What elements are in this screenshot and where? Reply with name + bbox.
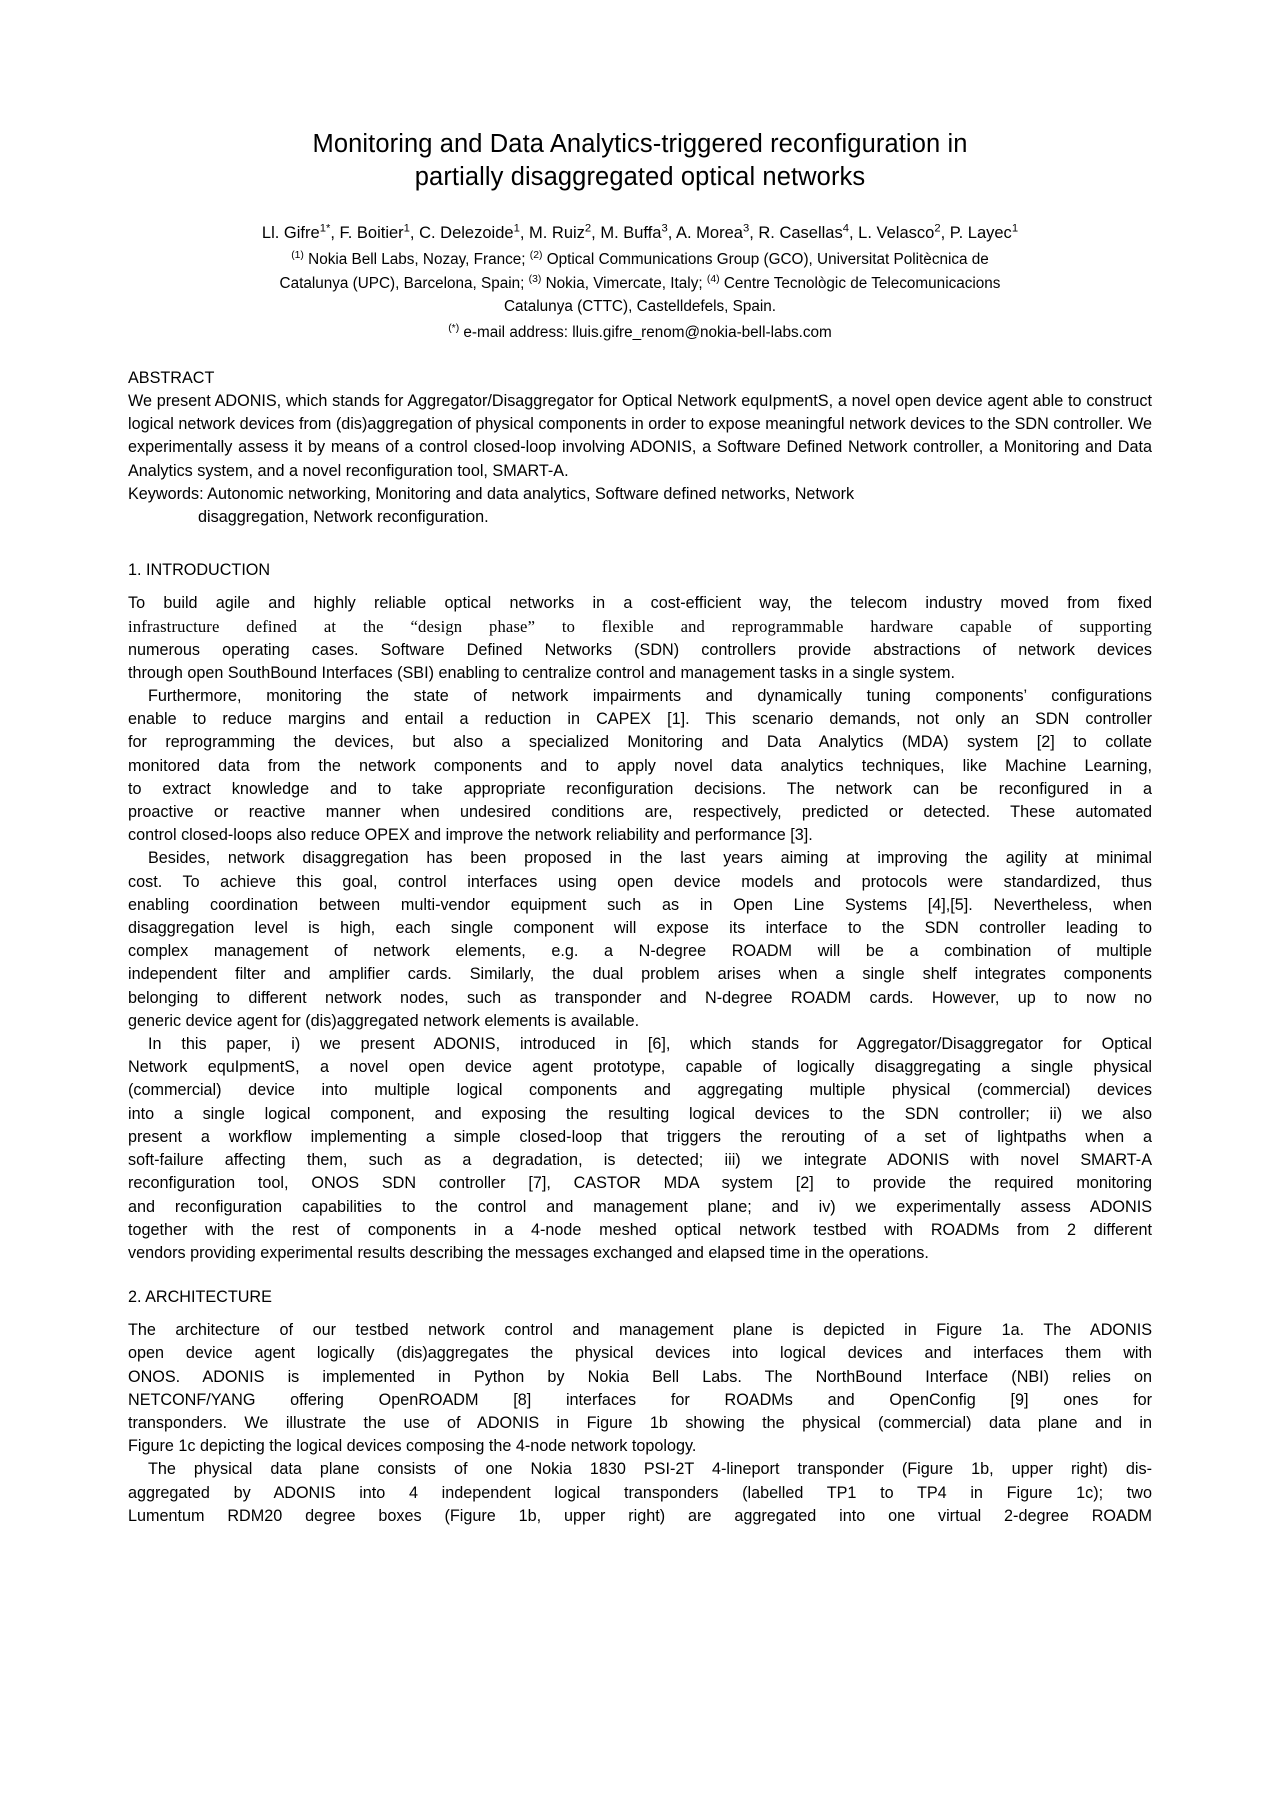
line: To build agile and highly reliable optical networks in a cost-efficient way, the telecom industry moved from fixed — [128, 594, 1152, 613]
paragraph-intro-p1 — [128, 592, 1152, 685]
line: Furthermore, monitoring the state of network impairments and dynamically tuning components’ configurations — [148, 687, 1152, 706]
author-4-affil-mark: 3 — [661, 222, 668, 235]
keywords-line-1: Keywords: Autonomic networking, Monitoring and data analytics, Software defined networks, Network — [128, 484, 855, 503]
affil-mark-star: (*) — [448, 322, 460, 334]
author-7-affil-mark: 2 — [934, 222, 941, 235]
line: In this paper, i) we present ADONIS, introduced in [6], which stands for Aggregator/Disaggregator for Optical — [148, 1035, 1152, 1054]
line: aggregated by ADONIS into 4 independent logical transponders (labelled TP1 to TP4 in Figure 1c); two — [128, 1483, 1152, 1502]
section-heading-introduction: 1. INTRODUCTION — [128, 561, 271, 580]
paragraph-arch-p1 — [128, 1319, 1152, 1458]
line: Network equIpmentS, a novel open device agent prototype, capable of logically disaggregating a single physical — [128, 1058, 1152, 1077]
line: monitored data from the network components and to apply novel data analytics techniques, like Machine Learning, — [128, 756, 1152, 775]
affil-mark-1: (1) — [291, 249, 304, 261]
line: and reconfiguration capabilities to the control and management plane; and iv) we experimentally assess ADONIS — [128, 1197, 1152, 1216]
line: The architecture of our testbed network control and management plane is depicted in Figure 1a. The ADONIS — [128, 1321, 1152, 1340]
line: The physical data plane consists of one Nokia 1830 PSI-2T 4-lineport transponder (Figure 1b, upper right) dis- — [148, 1460, 1152, 1479]
email-address: lluis.gifre_renom@nokia-bell-labs.com — [572, 323, 832, 341]
line: enable to reduce margins and entail a reduction in CAPEX [1]. This scenario demands, not only an SDN controller — [128, 710, 1152, 729]
line: Besides, network disaggregation has been proposed in the last years aiming at improving the agility at minimal — [148, 849, 1152, 868]
keywords-line-2: disaggregation, Network reconfiguration. — [198, 508, 489, 527]
line: (commercial) device into multiple logical components and aggregating multiple physical (commercial) devices — [128, 1081, 1152, 1100]
author-6: R. Casellas$^4$ — [758, 222, 849, 242]
email-label: e-mail address: — [463, 323, 573, 341]
section-heading-architecture: 2. ARCHITECTURE — [128, 1288, 272, 1307]
author-2-affil-mark: 1 — [513, 222, 520, 235]
abstract-heading: ABSTRACT — [128, 369, 215, 387]
affiliation-line-1: $^{(1)}$ Nokia Bell Labs, Nozay, France; $^{(2)}$ Optical Communications Group (GCO), Universitat Politècnica de — [291, 249, 989, 268]
line: generic device agent for (dis)aggregated network elements is available. — [128, 1011, 640, 1030]
line: numerous operating cases. Software Defined Networks (SDN) controllers provide abstractions of network devices — [128, 640, 1152, 659]
author-4: M. Buffa$^3$ — [600, 222, 668, 242]
line: cost. To achieve this goal, control interfaces using open device models and protocols were standardized, thus — [128, 872, 1152, 891]
line: disaggregation level is high, each single component will expose its interface to the SDN controller leading to — [128, 919, 1152, 938]
line: for reprogramming the devices, but also a specialized Monitoring and Data Analytics (MDA) system [2] to collate — [128, 733, 1152, 752]
line: independent filter and amplifier cards. Similarly, the dual problem arises when a single shelf integrates components — [128, 965, 1152, 984]
line: reconfiguration tool, ONOS SDN controller [7], CASTOR MDA system [2] to provide the required monitoring — [128, 1174, 1152, 1193]
line: ONOS. ADONIS is implemented in Python by Nokia Bell Labs. The NorthBound Interface (NBI) relies on — [128, 1367, 1152, 1386]
author-0-affil-mark: 1* — [319, 222, 331, 235]
author-8-affil-mark: 1 — [1011, 222, 1019, 235]
author-3: M. Ruiz$^2$ — [528, 222, 592, 242]
line: transponders. We illustrate the use of ADONIS in Figure 1b showing the physical (commercial) data plane and in — [128, 1413, 1152, 1432]
author-0: Ll. Gifre$^{1*}$ — [261, 222, 331, 242]
abstract-text: We present ADONIS, which stands for Aggregator/Disaggregator for Optical Network equIpmentS, a novel open device agent able to construct logical network devices from (dis)aggregation of physical components in order to expose meaningful network devices to the SDN controller. We experimentally assess it by means of a control closed-loop involving ADONIS, a Software Defined Network controller, a Monitoring and Data Analytics system, and a novel reconfiguration tool, SMART-A. — [128, 392, 1152, 480]
paragraph-intro-p2 — [128, 685, 1152, 847]
paragraph-intro-p4 — [128, 1033, 1152, 1265]
author-5-affil-mark: 3 — [742, 222, 750, 235]
line: control closed-loops also reduce OPEX and improve the network reliability and performance [3]. — [128, 826, 813, 845]
page-title — [128, 128, 1152, 194]
keywords — [128, 483, 1152, 529]
author-7: L. Velasco$^2$ — [858, 222, 941, 242]
author-2: C. Delezoide$^1$ — [419, 222, 520, 242]
affiliation-line-2: Catalunya (UPC), Barcelona, Spain; $^{(3)}$ Nokia, Vimercate, Italy; $^{(4)}$ Centre Tecnològic de Telecomunicacions — [279, 273, 1001, 292]
author-list: Ll. Gifre$^{1*}$, F. Boitier$^1$, C. Delezoide$^1$, M. Ruiz$^2$, M. Buffa$^3$, A. Morea$^3$, R. Casellas$^4$, L. Velasco$^2$, P. Layec$^1$ — [261, 222, 1019, 242]
line: NETCONF/YANG offering OpenROADM [8] interfaces for ROADMs and OpenConfig [9] ones for — [128, 1390, 1152, 1409]
line-serif: infrastructure defined at the “design phase” to flexible and reprogrammable hardware capable of supporting — [128, 617, 1152, 637]
title-line-2: partially disaggregated optical networks — [414, 163, 866, 191]
line: to extract knowledge and to take appropriate reconfiguration decisions. The network can be reconfigured in a — [128, 779, 1152, 798]
affil-mark-2: (2) — [529, 249, 543, 261]
paragraph-arch-p2 — [128, 1458, 1152, 1528]
line: through open SouthBound Interfaces (SBI) enabling to centralize control and management tasks in a single system. — [128, 663, 955, 682]
affiliation-line-3: Catalunya (CTTC), Castelldefels, Spain. — [503, 298, 777, 315]
title-line-1: Monitoring and Data Analytics-triggered reconfiguration in — [312, 130, 968, 158]
line: proactive or reactive manner when undesired conditions are, respectively, predicted or detected. These automated — [128, 803, 1152, 822]
line: complex management of network elements, e.g. a N-degree ROADM will be a combination of multiple — [128, 942, 1152, 961]
paragraph-intro-p3 — [128, 847, 1152, 1033]
line: Lumentum RDM20 degree boxes (Figure 1b, upper right) are aggregated into one virtual 2-degree ROADM — [128, 1506, 1152, 1525]
author-6-affil-mark: 4 — [842, 222, 849, 235]
line: vendors providing experimental results describing the messages exchanged and elapsed time in the operations. — [128, 1243, 929, 1262]
corresponding-email — [128, 321, 1152, 345]
line: enabling coordination between multi-vendor equipment such as in Open Line Systems [4],[5]. Nevertheless, when — [128, 895, 1152, 914]
author-5: A. Morea$^3$ — [676, 222, 750, 242]
author-8: P. Layec$^1$ — [949, 222, 1019, 242]
author-1: F. Boitier$^1$ — [339, 222, 410, 242]
line: Figure 1c depicting the logical devices composing the 4-node network topology. — [128, 1437, 697, 1456]
line: belonging to different network nodes, such as transponder and N-degree ROADM cards. However, up to now no — [128, 988, 1152, 1007]
affil-mark-4: (4) — [706, 273, 720, 285]
affiliations — [128, 248, 1152, 319]
affil-mark-3: (3) — [528, 273, 542, 285]
line: soft-failure affecting them, such as a degradation, is detected; iii) we integrate ADONIS with novel SMART-A — [128, 1151, 1152, 1170]
author-3-affil-mark: 2 — [584, 222, 592, 235]
author-1-affil-mark: 1 — [403, 222, 410, 235]
line: into a single logical component, and exposing the resulting logical devices to the SDN controller; ii) we also — [128, 1104, 1152, 1123]
line: together with the rest of components in a 4-node meshed optical network testbed with ROADMs from 2 different — [128, 1220, 1152, 1239]
line: open device agent logically (dis)aggregates the physical devices into logical devices and interfaces them with — [128, 1344, 1152, 1363]
line: present a workflow implementing a simple closed-loop that triggers the rerouting of a set of lightpaths when a — [128, 1127, 1152, 1146]
